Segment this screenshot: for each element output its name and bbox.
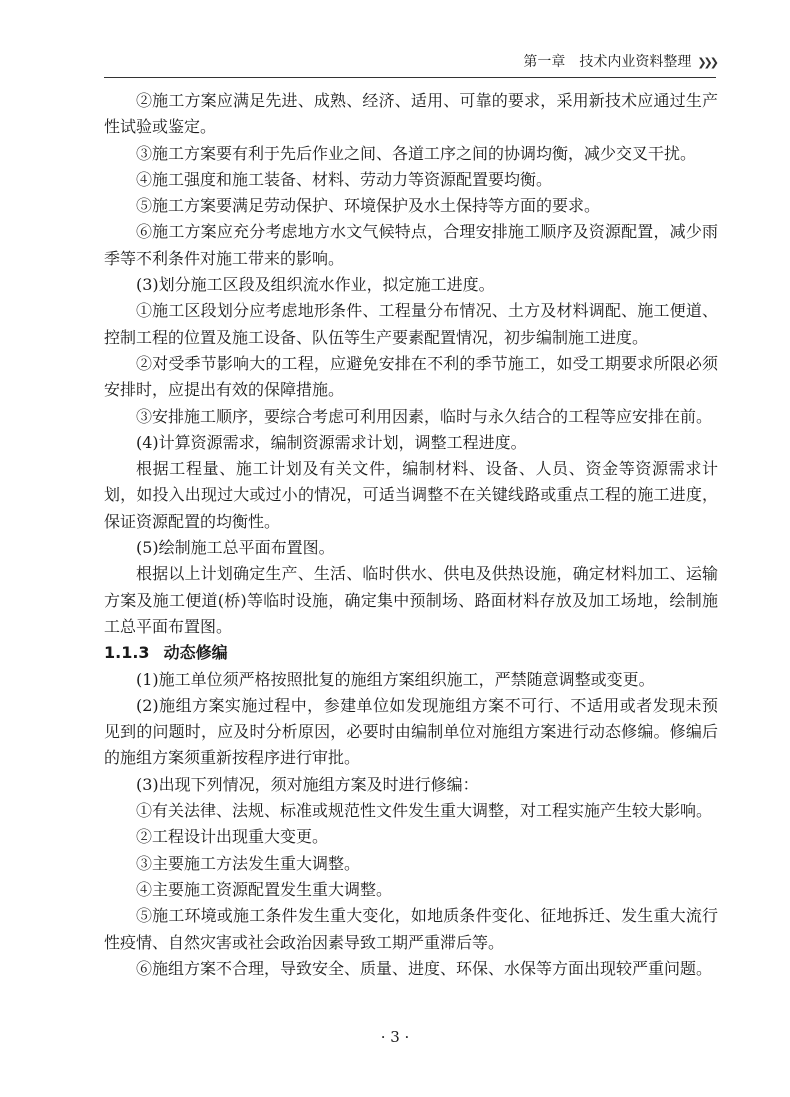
paragraph: (2)施组方案实施过程中，参建单位如发现施组方案不可行、不适用或者发现未预见到的问题时，应及时分析原因，必要时由编制单位对施组方案进行动态修编。修编后的施组方案须重新按程序进行审批。: [104, 695, 718, 768]
paragraph: (3)划分施工区段及组织流水作业，拟定施工进度。: [136, 275, 495, 295]
paragraph: ②施工方案应满足先进、成熟、经济、适用、可靠的要求，采用新技术应通过生产性试验或鉴定。: [104, 91, 718, 137]
paragraph: ⑤施工方案要满足劳动保护、环境保护及水土保持等方面的要求。: [136, 196, 601, 216]
paragraph: 根据工程量、施工计划及有关文件，编制材料、设备、人员、资金等资源需求计划，如投入出现过大或过小的情况，可适当调整不在关键线路或重点工程的施工进度，保证资源配置的均衡性。: [104, 459, 718, 531]
header-divider: [104, 77, 716, 78]
paragraph: ③主要施工方法发生重大调整。: [136, 853, 361, 873]
header-title: 技术内业资料整理: [579, 54, 692, 70]
paragraph: ③施工方案要有利于先后作业之间、各道工序之间的协调均衡，减少交叉干扰。: [136, 143, 697, 163]
paragraph: ⑤施工环境或施工条件发生重大变化，如地质条件变化、征地拆迁、发生重大流行性疫情、自然灾害或社会政治因素导致工期严重滞后等。: [104, 906, 718, 952]
chevron-right-icon: ❯❯❯: [697, 56, 716, 69]
running-header: [104, 52, 716, 78]
paragraph: (1)施工单位须严格按照批复的施组方案组织施工，严禁随意调整或变更。: [136, 669, 655, 689]
paragraph: 根据以上计划确定生产、生活、临时供水、供电及供热设施，确定材料加工、运输方案及施工便道(桥)等临时设施，确定集中预制场、路面材料存放及加工场地，绘制施工总平面布置图。: [104, 564, 718, 636]
page-body: [104, 88, 718, 982]
paragraph: (4)计算资源需求，编制资源需求计划，调整工程进度。: [136, 432, 527, 452]
paragraph: ⑥施工方案应充分考虑地方水文气候特点，合理安排施工顺序及资源配置，减少雨季等不利条件对施工带来的影响。: [104, 222, 718, 268]
paragraph: ②对受季节影响大的工程，应避免安排在不利的季节施工，如受工期要求所限必须安排时，应提出有效的保障措施。: [104, 353, 718, 400]
paragraph: ③安排施工顺序，要综合考虑可利用因素，临时与永久结合的工程等应安排在前。: [136, 406, 713, 426]
section-title: 动态修编: [163, 643, 228, 663]
paragraph: ②工程设计出现重大变更。: [136, 827, 329, 847]
paragraph: ④施工强度和施工装备、材料、劳动力等资源配置要均衡。: [136, 169, 553, 189]
paragraph: (3)出现下列情况，须对施组方案及时进行修编：: [136, 774, 479, 794]
section-heading: [104, 640, 718, 666]
header-chapter: 第一章: [523, 54, 566, 70]
paragraph: ④主要施工资源配置发生重大调整。: [136, 879, 393, 899]
paragraph: (5)绘制施工总平面布置图。: [136, 538, 335, 558]
section-number: 1.1.3: [104, 643, 150, 663]
page-number: · 3 ·: [380, 1028, 410, 1046]
paragraph: ①有关法律、法规、标准或规范性文件发生重大调整，对工程实施产生较大影响。: [136, 801, 713, 821]
paragraph: ⑥施组方案不合理，导致安全、质量、进度、环保、水保等方面出现较严重问题。: [136, 958, 713, 978]
paragraph: ①施工区段划分应考虑地形条件、工程量分布情况、土方及材料调配、施工便道、控制工程的位置及施工设备、队伍等生产要素配置情况，初步编制施工进度。: [104, 301, 718, 347]
